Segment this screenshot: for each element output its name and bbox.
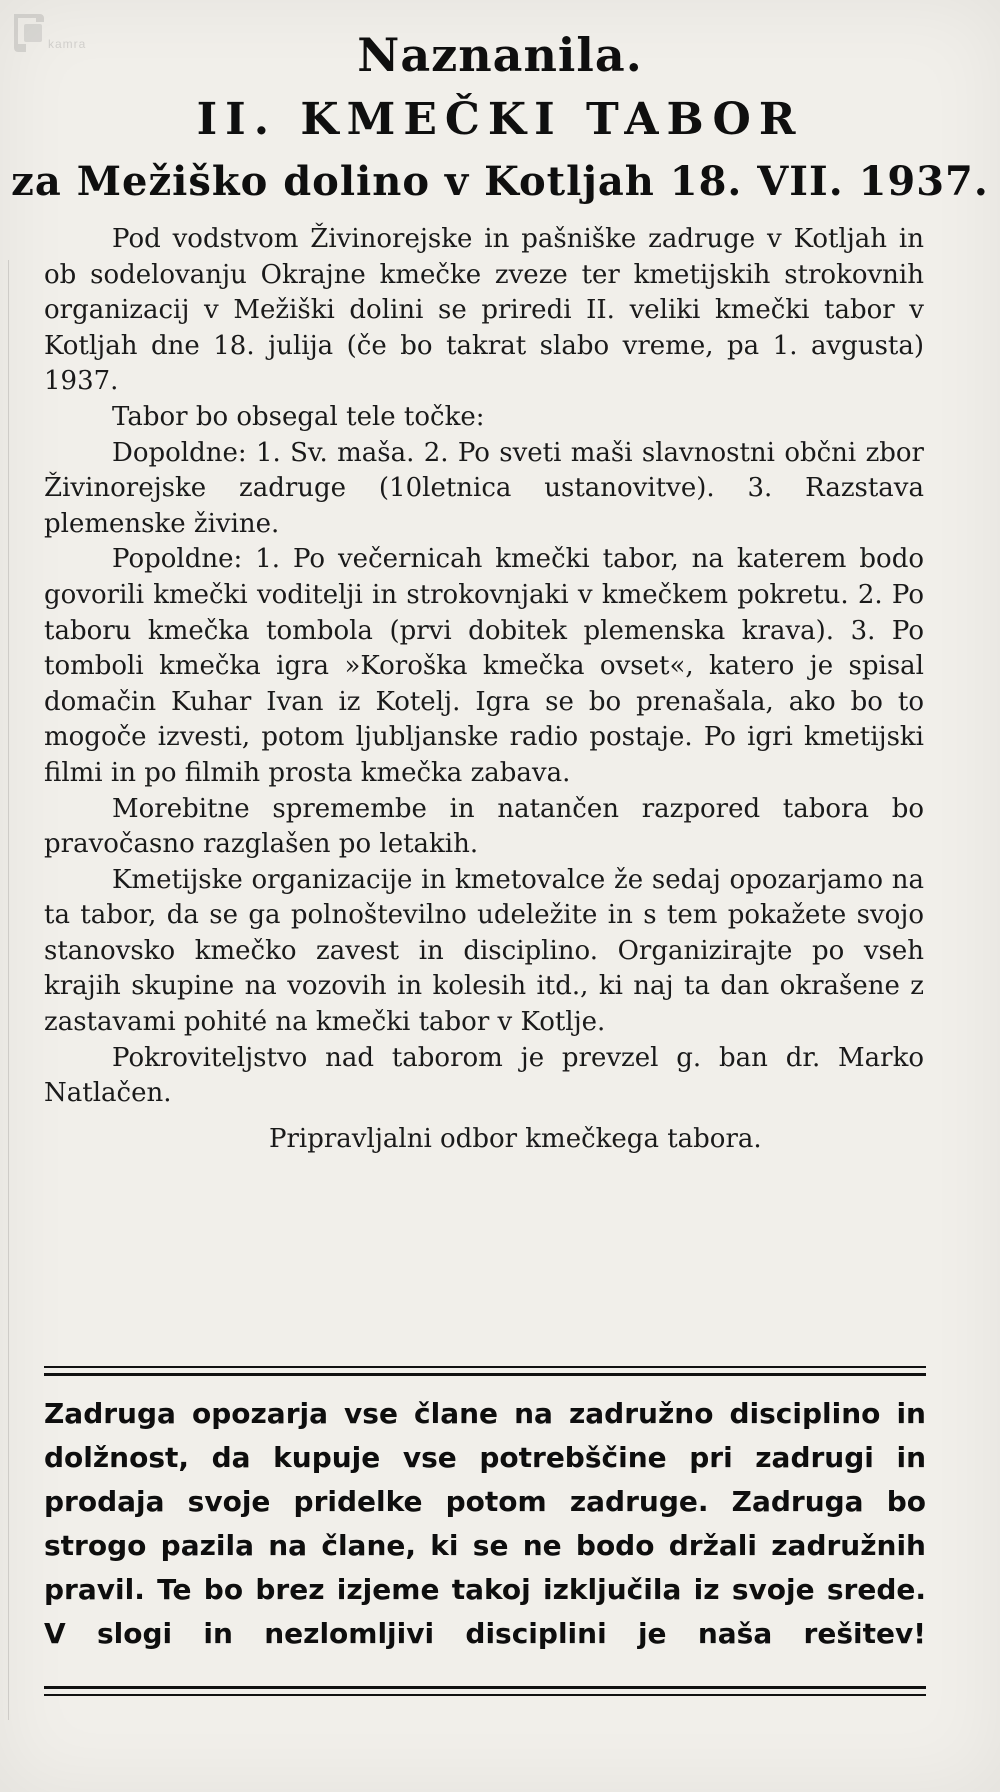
event-title: II. KMEČKI TABOR	[196, 94, 804, 145]
cooperative-notice-box	[44, 1392, 926, 1656]
notice-text: Zadruga opozarja vse člane na zadružno disciplino in dolžnost, da kupuje vse potrebščine pri zadrugi in prodaja svoje pridelke potom zadruge. Zadruga bo strogo pazila na člane, ki se ne bodo držali zadružnih pravil. Te bo brez izjeme takoj izključila iz svoje srede. V slogi in nezlomljivi disciplini je naša rešitev!	[44, 1397, 926, 1650]
divider-rule	[44, 1686, 926, 1689]
divider-rule	[44, 1366, 926, 1368]
paragraph: Kmetijske organizacije in kmetovalce že sedaj opozarjamo na ta tabor, da se ga polnoštevilno udeležite in s tem pokažete svojo stanovsko kmečko zavest in disciplino. Organizirajte po vseh krajih skupine na vozovih in kolesih itd., ki naj ta dan okrašene z zastavami pohité na kmečki tabor v Kotlje.	[44, 864, 924, 1038]
watermark-text: kamra	[48, 37, 87, 51]
divider-rule	[44, 1694, 926, 1696]
paragraph: Popoldne: 1. Po večernicah kmečki tabor, na katerem bodo govorili kmečki voditelji in strokovnjaki v kmečkem pokretu. 2. Po taboru kmečka tombola (prvi dobitek plemenska krava). 3. Po tomboli kmečka igra »Koroška kmečka ovset«, katero je spisal domačin Kuhar Ivan iz Kotelj. Igra se bo prenašala, ako bo to mogoče izvesti, potom ljubljanske radio postaje. Po igri kmetijski filmi in po filmih prosta kmečka zabava.	[44, 544, 924, 788]
event-subtitle: za Mežiško dolino v Kotljah 18. VII. 1937.	[11, 158, 989, 205]
page-edge-line	[8, 260, 9, 1720]
paragraph: Pod vodstvom Živinorejske in pašniške zadruge v Kotljah in ob sodelovanju Okrajne kmečke zveze ter kmetijskih strokovnih organizacij v Mežiški dolini se priredi II. veliki kmečki tabor v Kotljah dne 18. julija (če bo takrat slabo vreme, pa 1. avgusta) 1937.	[44, 224, 924, 397]
divider-rule	[44, 1373, 926, 1376]
signature: Pripravljalni odbor kmečkega tabora.	[269, 1123, 762, 1154]
paragraph: Pokroviteljstvo nad taborom je prevzel g. ban dr. Marko Natlačen.	[44, 1042, 924, 1109]
section-heading: Naznanila.	[357, 28, 643, 82]
paragraph: Tabor bo obsegal tele točke:	[112, 401, 485, 432]
paragraph: Dopoldne: 1. Sv. maša. 2. Po sveti maši slavnostni občni zbor Živinorejske zadruge (10letnica ustanovitve). 3. Razstava plemenske živine.	[44, 437, 924, 539]
paragraph: Morebitne spremembe in natančen razpored tabora bo pravočasno razglašen po letakih.	[44, 793, 924, 860]
announcement-body	[44, 222, 924, 1157]
